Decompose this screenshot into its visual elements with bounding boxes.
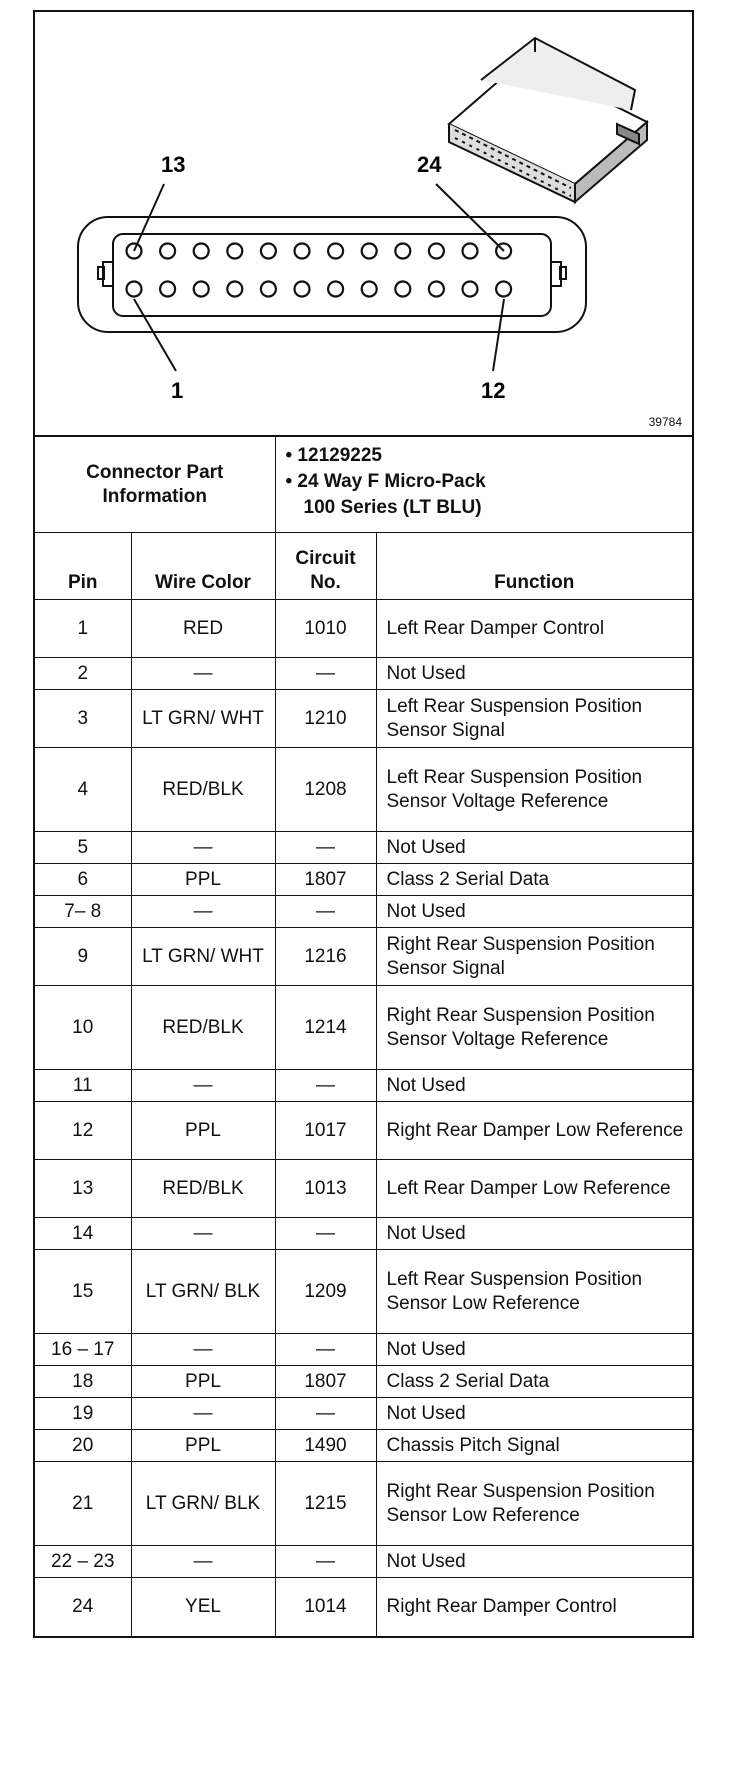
connector-info-table bbox=[35, 437, 692, 532]
pin-row bbox=[35, 600, 692, 658]
connector-description-line1: • 24 Way F Micro-Pack bbox=[285, 471, 486, 492]
pin-row bbox=[35, 1578, 692, 1636]
circuit-number: — bbox=[275, 896, 376, 928]
pin-hole bbox=[463, 244, 478, 259]
circuit-number: 1013 bbox=[275, 1160, 376, 1218]
pinout-table bbox=[35, 532, 692, 1636]
wire-color: — bbox=[131, 658, 275, 690]
label-pin-1: 1 bbox=[171, 378, 184, 403]
wire-color: — bbox=[131, 1218, 275, 1250]
pin-number: 13 bbox=[35, 1160, 131, 1218]
pin-number: 4 bbox=[35, 748, 131, 832]
pin-number: 24 bbox=[35, 1578, 131, 1636]
pin-function: Not Used bbox=[376, 658, 692, 690]
pin-hole bbox=[127, 282, 142, 297]
pin-hole bbox=[227, 244, 242, 259]
pin-number: 18 bbox=[35, 1366, 131, 1398]
pin-function: Not Used bbox=[376, 1334, 692, 1366]
pin-number: 2 bbox=[35, 658, 131, 690]
circuit-number: — bbox=[275, 1334, 376, 1366]
pin-function: Not Used bbox=[376, 1398, 692, 1430]
connector-part-info-label: Connector Part Information bbox=[35, 437, 275, 532]
pin-function: Left Rear Damper Control bbox=[376, 600, 692, 658]
pin-function: Right Rear Damper Control bbox=[376, 1578, 692, 1636]
pin-hole bbox=[194, 282, 209, 297]
circuit-number: 1215 bbox=[275, 1462, 376, 1546]
pin-function: Right Rear Suspension Position Sensor Low Reference bbox=[376, 1462, 692, 1546]
wire-color: YEL bbox=[131, 1578, 275, 1636]
circuit-number: 1210 bbox=[275, 690, 376, 748]
pin-row bbox=[35, 748, 692, 832]
wire-color: LT GRN/ WHT bbox=[131, 928, 275, 986]
pin-number: 9 bbox=[35, 928, 131, 986]
pin-row bbox=[35, 1218, 692, 1250]
pin-row bbox=[35, 864, 692, 896]
pin-hole bbox=[160, 282, 175, 297]
pin-number: 10 bbox=[35, 986, 131, 1070]
column-header-circuit: Circuit No. bbox=[275, 533, 376, 600]
column-header-wire-color: Wire Color bbox=[131, 533, 275, 600]
column-header-pin: Pin bbox=[35, 533, 131, 600]
pin-number: 11 bbox=[35, 1070, 131, 1102]
pin-hole bbox=[463, 282, 478, 297]
pin-row bbox=[35, 1334, 692, 1366]
pin-function: Class 2 Serial Data bbox=[376, 1366, 692, 1398]
pin-function: Class 2 Serial Data bbox=[376, 864, 692, 896]
pin-function: Right Rear Damper Low Reference bbox=[376, 1102, 692, 1160]
pin-number: 21 bbox=[35, 1462, 131, 1546]
wire-color: PPL bbox=[131, 1430, 275, 1462]
pin-number: 14 bbox=[35, 1218, 131, 1250]
pin-function: Not Used bbox=[376, 832, 692, 864]
pin-row bbox=[35, 896, 692, 928]
pin-hole bbox=[429, 282, 444, 297]
pin-function: Left Rear Suspension Position Sensor Low Reference bbox=[376, 1250, 692, 1334]
pin-function: Not Used bbox=[376, 896, 692, 928]
pin-row bbox=[35, 986, 692, 1070]
pinout-header-row bbox=[35, 533, 692, 600]
pin-hole bbox=[395, 244, 410, 259]
pin-hole bbox=[261, 282, 276, 297]
circuit-number: — bbox=[275, 1398, 376, 1430]
pin-hole bbox=[395, 282, 410, 297]
label-pin-13: 13 bbox=[161, 152, 186, 177]
pin-hole bbox=[194, 244, 209, 259]
circuit-number: 1017 bbox=[275, 1102, 376, 1160]
pin-number: 15 bbox=[35, 1250, 131, 1334]
pin-row bbox=[35, 1366, 692, 1398]
connector-isometric-sketch bbox=[449, 38, 647, 202]
wire-color: LT GRN/ BLK bbox=[131, 1462, 275, 1546]
pin-row bbox=[35, 658, 692, 690]
leader-line-12 bbox=[493, 299, 504, 371]
pin-function: Not Used bbox=[376, 1070, 692, 1102]
connector-face-diagram bbox=[35, 12, 692, 433]
pin-number: 16 – 17 bbox=[35, 1334, 131, 1366]
circuit-number: 1490 bbox=[275, 1430, 376, 1462]
circuit-number: 1010 bbox=[275, 600, 376, 658]
pin-row bbox=[35, 1102, 692, 1160]
circuit-number: — bbox=[275, 1070, 376, 1102]
pin-function: Chassis Pitch Signal bbox=[376, 1430, 692, 1462]
wire-color: — bbox=[131, 1398, 275, 1430]
circuit-number: — bbox=[275, 1218, 376, 1250]
pin-row bbox=[35, 832, 692, 864]
circuit-number: 1014 bbox=[275, 1578, 376, 1636]
pin-hole bbox=[160, 244, 175, 259]
pin-function: Left Rear Suspension Position Sensor Signal bbox=[376, 690, 692, 748]
pin-function: Left Rear Suspension Position Sensor Voltage Reference bbox=[376, 748, 692, 832]
pin-hole bbox=[362, 282, 377, 297]
pin-row bbox=[35, 690, 692, 748]
pin-hole bbox=[295, 244, 310, 259]
pin-hole bbox=[328, 282, 343, 297]
wire-color: PPL bbox=[131, 1366, 275, 1398]
column-header-function: Function bbox=[376, 533, 692, 600]
pin-hole bbox=[496, 282, 511, 297]
pin-row bbox=[35, 1250, 692, 1334]
circuit-number: — bbox=[275, 1546, 376, 1578]
wire-color: LT GRN/ WHT bbox=[131, 690, 275, 748]
circuit-number: 1208 bbox=[275, 748, 376, 832]
pin-hole bbox=[261, 244, 276, 259]
circuit-number: 1216 bbox=[275, 928, 376, 986]
pin-row bbox=[35, 1070, 692, 1102]
circuit-number: 1807 bbox=[275, 864, 376, 896]
wire-color: RED/BLK bbox=[131, 986, 275, 1070]
pin-row bbox=[35, 1430, 692, 1462]
pin-number: 6 bbox=[35, 864, 131, 896]
pin-function: Not Used bbox=[376, 1218, 692, 1250]
pin-hole bbox=[429, 244, 444, 259]
wire-color: RED/BLK bbox=[131, 1160, 275, 1218]
pin-function: Not Used bbox=[376, 1546, 692, 1578]
pin-number: 1 bbox=[35, 600, 131, 658]
connector-description-line2: 100 Series (LT BLU) bbox=[303, 497, 482, 518]
figure-number: 39784 bbox=[648, 415, 682, 429]
wire-color: — bbox=[131, 1334, 275, 1366]
label-pin-24: 24 bbox=[417, 152, 442, 177]
pin-number: 12 bbox=[35, 1102, 131, 1160]
connector-sheet bbox=[33, 10, 694, 1638]
wire-color: LT GRN/ BLK bbox=[131, 1250, 275, 1334]
pin-number: 19 bbox=[35, 1398, 131, 1430]
pin-number: 20 bbox=[35, 1430, 131, 1462]
circuit-number: 1214 bbox=[275, 986, 376, 1070]
wire-color: PPL bbox=[131, 1102, 275, 1160]
pin-function: Right Rear Suspension Position Sensor Signal bbox=[376, 928, 692, 986]
pin-row bbox=[35, 1462, 692, 1546]
leader-line-1 bbox=[134, 299, 176, 371]
pin-number: 22 – 23 bbox=[35, 1546, 131, 1578]
circuit-number: 1807 bbox=[275, 1366, 376, 1398]
pin-hole bbox=[328, 244, 343, 259]
circuit-number: 1209 bbox=[275, 1250, 376, 1334]
circuit-number: — bbox=[275, 658, 376, 690]
pin-function: Left Rear Damper Low Reference bbox=[376, 1160, 692, 1218]
label-pin-12: 12 bbox=[481, 378, 506, 403]
connector-part-info-value bbox=[275, 437, 692, 532]
wire-color: RED bbox=[131, 600, 275, 658]
pin-number: 7– 8 bbox=[35, 896, 131, 928]
pin-hole bbox=[227, 282, 242, 297]
wire-color: — bbox=[131, 1546, 275, 1578]
pin-row bbox=[35, 1160, 692, 1218]
wire-color: RED/BLK bbox=[131, 748, 275, 832]
connector-figure bbox=[35, 12, 692, 437]
pin-hole bbox=[295, 282, 310, 297]
circuit-number: — bbox=[275, 832, 376, 864]
wire-color: — bbox=[131, 1070, 275, 1102]
pin-row bbox=[35, 1546, 692, 1578]
wire-color: — bbox=[131, 896, 275, 928]
pin-function: Right Rear Suspension Position Sensor Voltage Reference bbox=[376, 986, 692, 1070]
wire-color: PPL bbox=[131, 864, 275, 896]
pin-hole bbox=[362, 244, 377, 259]
pin-number: 5 bbox=[35, 832, 131, 864]
pin-row bbox=[35, 928, 692, 986]
pin-row bbox=[35, 1398, 692, 1430]
part-number: • 12129225 bbox=[285, 445, 382, 466]
wire-color: — bbox=[131, 832, 275, 864]
pin-number: 3 bbox=[35, 690, 131, 748]
